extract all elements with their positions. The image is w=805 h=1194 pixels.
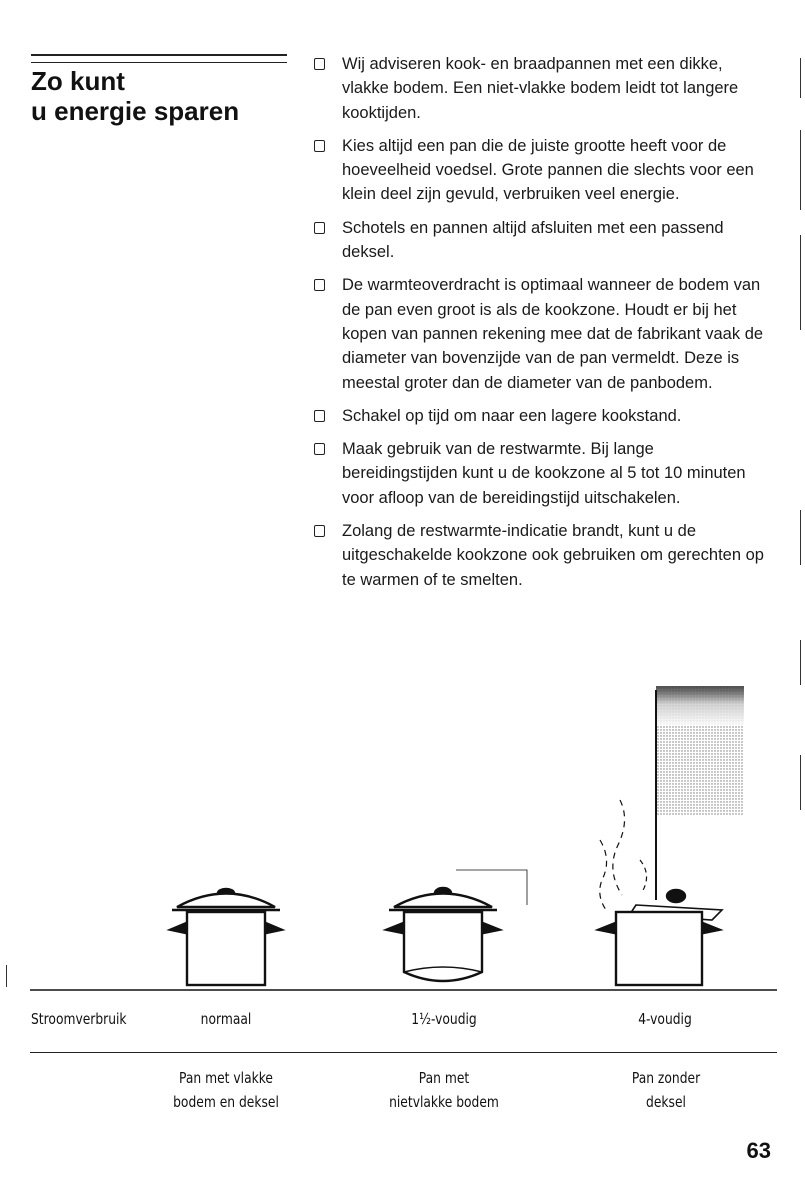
checkbox-bullet-icon xyxy=(314,222,325,234)
margin-mark xyxy=(800,58,801,98)
pan-caption-line: nietvlakke bodem xyxy=(389,1093,499,1111)
tip-text: Zolang de restwarmte-indicatie brandt, kunt u de uitgeschakelde kookzone ook gebruiken om gerechten op te warmen of te smelten. xyxy=(342,522,764,589)
page-title-line-2: u energie sparen xyxy=(31,96,240,126)
energy-tips-list xyxy=(313,52,773,601)
pan-comparison-illustration xyxy=(0,680,805,1000)
margin-mark xyxy=(800,640,801,685)
tip-item xyxy=(313,273,773,394)
caption-divider xyxy=(30,1052,777,1053)
consumption-value-uneven-pan: 1½-voudig xyxy=(411,1010,477,1028)
checkbox-bullet-icon xyxy=(314,443,325,455)
pan-caption-no-lid xyxy=(609,1066,724,1114)
page-title xyxy=(31,66,239,126)
tip-text: Wij adviseren kook- en braadpannen met een dikke, vlakke bodem. Een niet-vlakke bodem leidt tot langere kooktijden. xyxy=(342,55,739,122)
pan-caption-flat xyxy=(169,1066,284,1114)
margin-mark xyxy=(800,235,801,330)
tip-item xyxy=(313,404,773,428)
title-rule xyxy=(31,54,287,63)
consumption-value-no-lid-pan: 4-voudig xyxy=(638,1010,692,1028)
pan-caption-line: Pan met xyxy=(418,1069,470,1087)
consumption-label: Stroomverbruik xyxy=(31,1010,127,1028)
checkbox-bullet-icon xyxy=(314,410,325,422)
page-title-line-1: Zo kunt xyxy=(31,66,125,96)
pan-flat-with-lid-icon xyxy=(168,889,284,985)
tip-item xyxy=(313,134,773,207)
page-number: 63 xyxy=(746,1138,771,1163)
consumption-value-flat-pan: normaal xyxy=(200,1010,252,1028)
checkbox-bullet-icon xyxy=(314,525,325,537)
pan-uneven-bottom-icon xyxy=(384,870,527,981)
tip-item xyxy=(313,519,773,592)
pan-caption-uneven xyxy=(387,1066,502,1114)
checkbox-bullet-icon xyxy=(314,140,325,152)
pan-without-lid-icon xyxy=(596,686,744,985)
tip-text: Maak gebruik van de restwarmte. Bij lange bereidingstijden kunt u de kookzone al 5 tot 10 minuten voor afloop van de bereidingstijd uitschakelen. xyxy=(342,440,746,507)
checkbox-bullet-icon xyxy=(314,58,325,70)
margin-mark xyxy=(800,130,801,210)
tip-item xyxy=(313,216,773,265)
tip-text: Schotels en pannen altijd afsluiten met een passend deksel. xyxy=(342,218,724,262)
margin-mark xyxy=(800,755,801,810)
margin-mark xyxy=(800,510,801,565)
checkbox-bullet-icon xyxy=(314,279,325,291)
tip-text: De warmteoverdracht is optimaal wanneer de bodem van de pan even groot is als de kookzone. Houdt er bij het kopen van pannen rekening mee dat de fabrikant vaak de diameter van bovenzijde van de pan vermeldt. Deze is meestal groter dan de diameter van de panbodem. xyxy=(342,276,764,392)
tip-item xyxy=(313,52,773,125)
pan-caption-line: deksel xyxy=(646,1093,686,1111)
tip-text: Schakel op tijd om naar een lagere kookstand. xyxy=(342,406,682,425)
pan-caption-line: Pan met vlakke xyxy=(178,1069,273,1087)
tip-text: Kies altijd een pan die de juiste grootte heeft voor de hoeveelheid voedsel. Grote pannen die slechts voor een klein deel zijn gevuld, verbruiken veel energie. xyxy=(342,136,754,204)
tip-item xyxy=(313,437,773,510)
pan-caption-line: bodem en deksel xyxy=(173,1093,279,1111)
pan-caption-line: Pan zonder xyxy=(631,1069,701,1087)
margin-mark xyxy=(6,965,7,987)
